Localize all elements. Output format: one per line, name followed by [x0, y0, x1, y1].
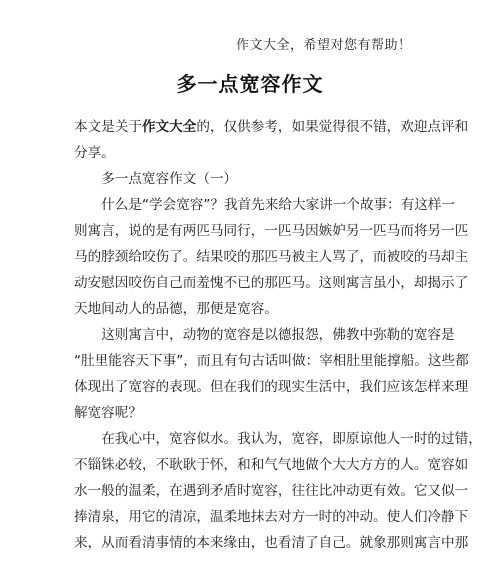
text-line: 在我心中，宽容似水。我认为，宽容，即原谅他人一时的过错， — [101, 431, 482, 447]
intro-text-a: 本文是关于 — [74, 119, 142, 135]
intro-line-1 — [74, 114, 469, 140]
paragraph-3-cont — [74, 452, 469, 556]
paragraph-2-cont — [74, 348, 469, 426]
text-line: 水一般的温柔，在遇到矛盾时宽容，往往比冲动更有效。它又似一 — [74, 483, 469, 499]
paragraph-3 — [74, 426, 482, 452]
subtitle-text: 多一点宽容作文（一） — [101, 171, 238, 187]
paragraph-2 — [74, 322, 455, 348]
document-title: 多一点宽容作文 — [176, 72, 324, 96]
text-line: 来，从而看清事情的本来缘由，也看清了自己。就象那则寓言中那 — [74, 535, 469, 551]
text-line: 马的脖颈给咬伤了。结果咬的那匹马被主人骂了，而被咬的马却主 — [74, 249, 469, 265]
text-line: 天地间动人的品德，那便是宽容。 — [74, 301, 278, 317]
paragraph-1-cont — [74, 218, 469, 322]
intro-paragraph — [74, 114, 469, 166]
intro-keyword: 作文大全 — [141, 119, 197, 135]
text-line: 动安慰因咬伤自己而羞愧不已的那匹马。这则寓言虽小，却揭示了 — [74, 275, 469, 291]
text-line: 体现出了宽容的表现。但在我们的现实生活中，我们应该怎样来理 — [74, 379, 469, 395]
text-line: 这则寓言中，动物的宽容是以德报怨，佛教中弥勒的宽容是 — [101, 327, 455, 343]
intro-line-2: 分享。 — [74, 145, 115, 161]
paragraph-1 — [74, 192, 456, 218]
intro-text-b: 的，仅供参考，如果觉得很不错，欢迎点评和 — [196, 119, 469, 135]
text-line: 解宽容呢？ — [74, 405, 142, 421]
text-line: 不锱铢必较，不耿耿于怀，和和气气地做个大大方方的人。宽容如 — [74, 457, 469, 473]
section-subtitle — [74, 166, 434, 192]
text-line: 什么是“学会宽容”？我首先来给大家讲一个故事：有这样一 — [101, 197, 456, 213]
header-note: 作文大全，希望对您有帮助！ — [236, 38, 412, 53]
text-line: 则寓言，说的是有两匹马同行，一匹马因嫉妒另一匹马而将另一匹 — [74, 223, 469, 239]
document-body — [74, 114, 482, 556]
text-line: “肚里能容天下事”，而且有句古话叫做：宰相肚里能撑船。这些都 — [74, 353, 469, 369]
text-line: 捧清泉，用它的清凉，温柔地抹去对方一时的冲动。使人们冷静下 — [74, 509, 469, 525]
